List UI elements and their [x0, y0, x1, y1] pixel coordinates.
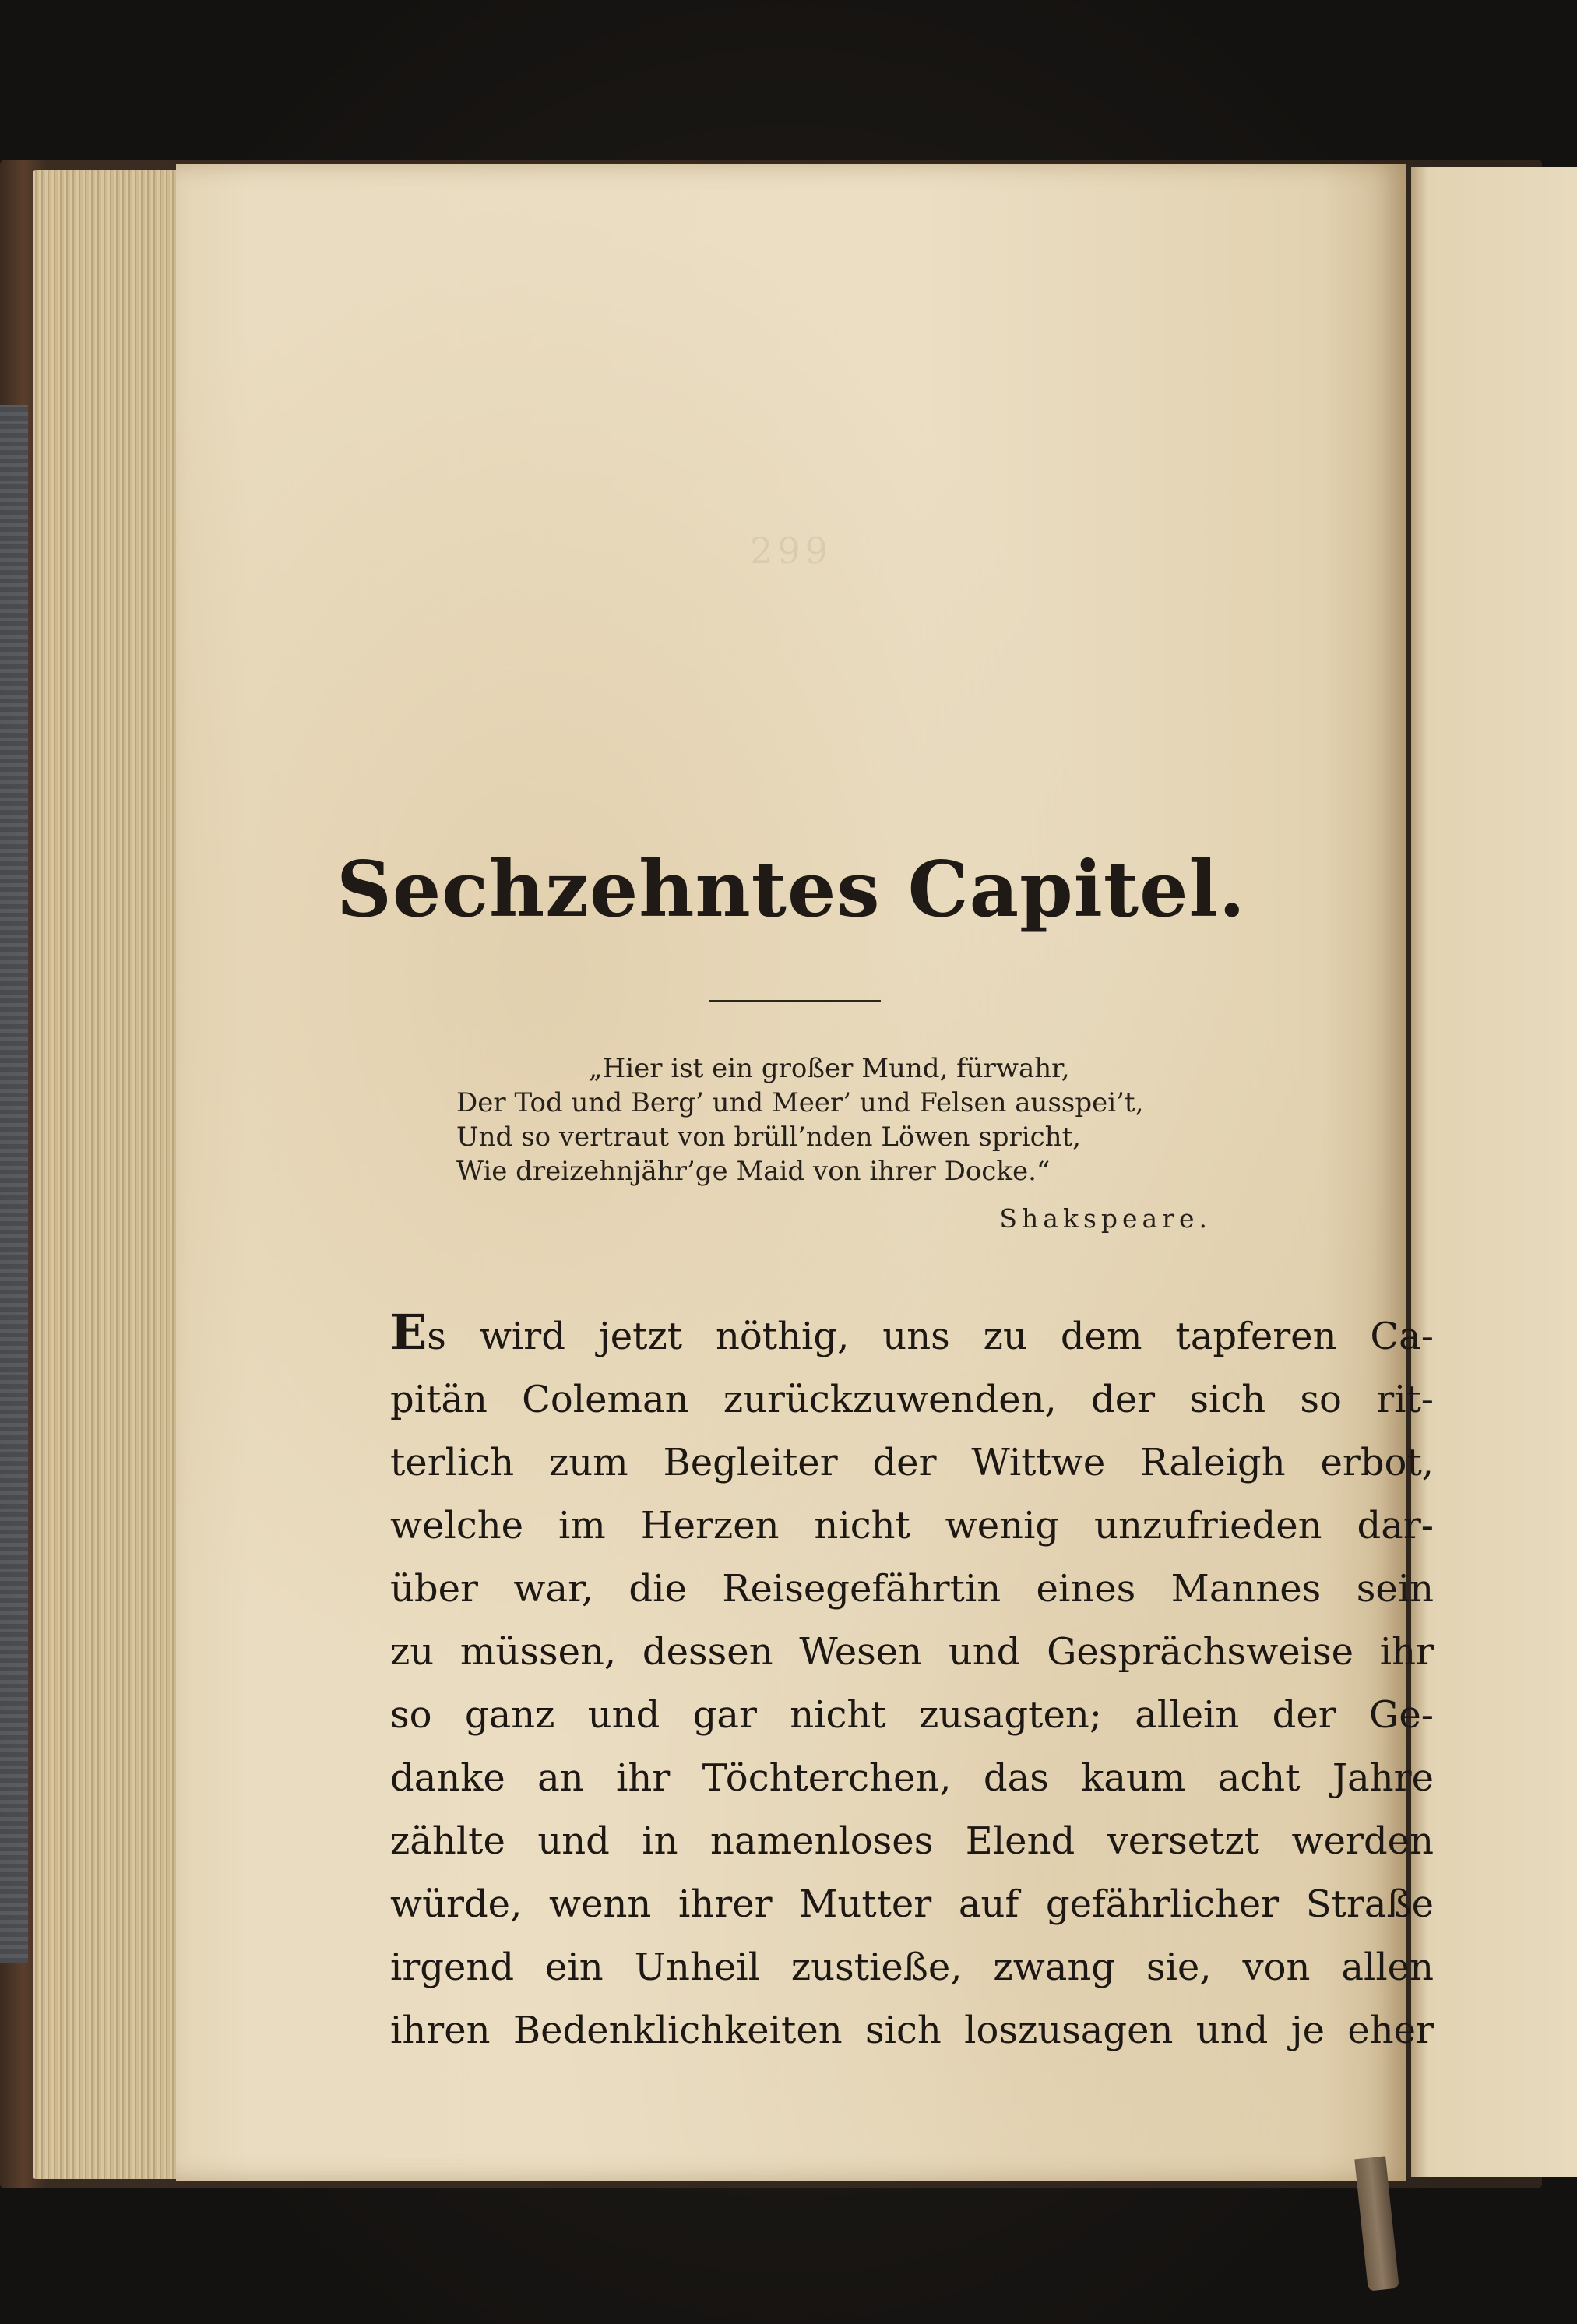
text-line: irgend ein Unheil zustieße, zwang sie, von allen: [390, 1945, 1434, 1989]
text-line: danke an ihr Töchterchen, das kaum acht Jahre: [390, 1756, 1434, 1800]
page-edges: [33, 170, 188, 2179]
text-line: zu müssen, dessen Wesen und Gesprächsweise ihr: [390, 1630, 1434, 1674]
text-line: zählte und in namenloses Elend versetzt werden: [390, 1819, 1434, 1863]
text-line: so ganz und gar nicht zusagten; allein der Ge-: [390, 1693, 1434, 1737]
text-line: terlich zum Begleiter der Wittwe Raleigh erbot,: [390, 1441, 1434, 1484]
book-spine: [0, 405, 28, 1963]
body-text: [390, 1301, 1434, 2062]
text-line: pitän Coleman zurückzuwenden, der sich so rit-: [390, 1378, 1434, 1421]
epigraph-line: „Hier ist ein großer Mund, fürwahr,: [589, 1053, 1070, 1084]
show-through-page-number: 299: [750, 530, 833, 572]
book-page: [176, 164, 1434, 2181]
epigraph-line: Der Tod und Berg’ und Meer’ und Felsen ausspei’t,: [456, 1087, 1144, 1118]
epigraph-attribution: Shakspeare.: [999, 1203, 1212, 1234]
epigraph-line: Wie dreizehnjähr’ge Maid von ihrer Docke.“: [456, 1156, 1051, 1187]
text-line: ihren Bedenklichkeiten sich loszusagen und je eher: [390, 2009, 1434, 2052]
epigraph-line: Und so vertraut von brüll’nden Löwen spricht,: [456, 1122, 1082, 1153]
epigraph: [456, 1051, 1235, 1188]
text-line: Es wird jetzt nöthig, uns zu dem tapferen Ca-: [390, 1304, 1434, 1361]
chapter-title: Sechzehntes Capitel.: [336, 845, 1246, 935]
text-line: über war, die Reisegefährtin eines Mannes sein: [390, 1567, 1434, 1611]
text-line: würde, wenn ihrer Mutter auf gefährlicher Straße: [390, 1882, 1434, 1926]
title-divider: [709, 1000, 881, 1002]
text-line: welche im Herzen nicht wenig unzufrieden dar-: [390, 1504, 1434, 1548]
facing-page: [1411, 167, 1577, 2177]
